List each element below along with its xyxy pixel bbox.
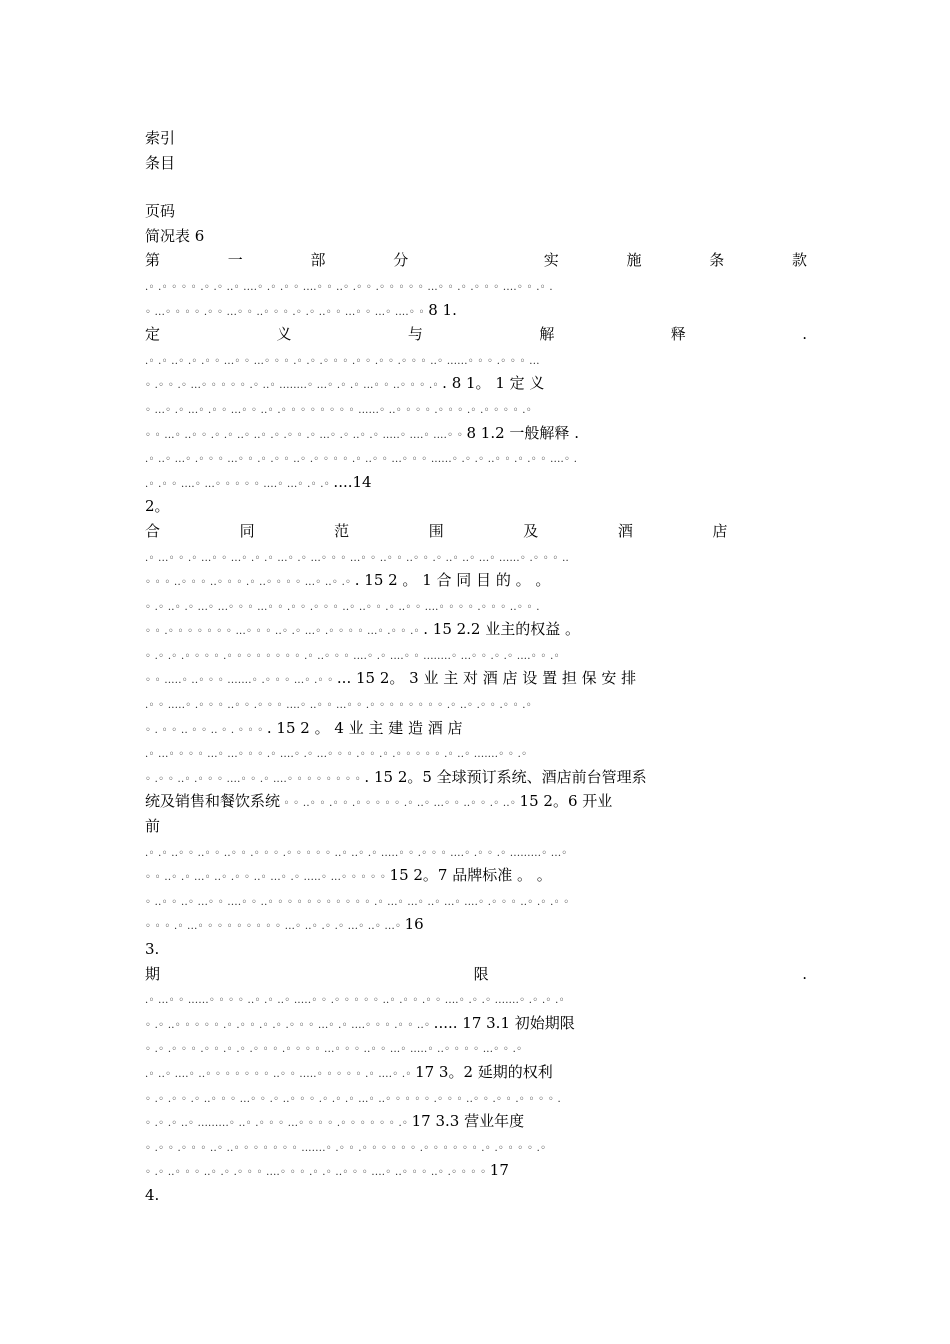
entry-label: 17 (489, 1161, 509, 1180)
entry-label: 8 1.2 一般解释 . (466, 423, 579, 442)
section-number: 4. (145, 1185, 160, 1204)
toc-entry-line (145, 642, 807, 667)
section-title-char: 释 (670, 325, 686, 344)
part-one-char: 第 (145, 251, 161, 270)
dot-leader: ◦ . ◦ ◦ .. ◦ ◦ .. ◦ . ◦ ◦ ◦ (145, 724, 267, 736)
part-one-char: 一 (227, 251, 243, 270)
index-page (145, 126, 807, 1208)
page-number-heading: 页码 (145, 202, 176, 221)
entry-heading: 条目 (145, 153, 176, 172)
toc-entry-line (145, 986, 807, 1011)
part-one-char: 分 (393, 251, 409, 270)
section-title (145, 519, 807, 544)
entry-label: . 15 2 。 4 业 主 建 造 酒 店 (266, 718, 463, 737)
entry-label: ... 15 2。 3 业 主 对 酒 店 设 置 担 保 安 排 (336, 669, 637, 688)
dot-leader: ◦ ...◦ ◦ ◦ ◦ .◦ ◦ ...◦ ◦ ..◦ ◦ ◦ .◦ .◦ ..◦ ◦ ...◦ ◦ ...◦ ....◦ ◦ (145, 306, 429, 318)
section-number: 2。 (145, 497, 170, 516)
toc-entry-line (145, 347, 807, 372)
toc-entry-line (145, 470, 807, 495)
dot-leader: ◦ .◦ ..◦ .◦ ...◦ ...◦ ◦ ◦ ...◦ ◦ .◦ ◦ .◦ ◦ ◦ ..◦ ..◦ ◦ .◦ ..◦ ◦ ....◦ ◦ ◦ ◦ .◦ ◦ ◦ ..◦ ◦ . (145, 601, 540, 613)
toc-entry-line (145, 568, 807, 593)
section-title-char: 限 (473, 964, 489, 983)
entry-label: ..... 17 3.1 初始期限 (433, 1013, 575, 1032)
entry-label: 15 2。7 品牌标准 。 。 (389, 866, 552, 885)
overview-entry: 简况表 6 (145, 226, 205, 245)
section-title-char: 店 (712, 521, 728, 540)
blank-line (145, 175, 807, 199)
entry-label: . 8 1。 1 定 义 (442, 374, 545, 393)
toc-entry-line (145, 863, 807, 888)
dot-leader: ◦ ◦ ◦ ..◦ ◦ ◦ ..◦ ◦ ◦ .◦ ..◦ ◦ ◦ ◦ ...◦ ..◦ .◦ (145, 577, 355, 589)
dot-leader: ◦ .◦ .◦ ◦ .◦ ..◦ ◦ ◦ ...◦ ◦ .◦ ..◦ ◦ ◦ .◦ .◦ .◦ ...◦ ..◦ ◦ ◦ ◦ ◦ .◦ ◦ ◦ ..◦ ◦ .◦ ◦ .◦ ◦ ◦ ◦ . (145, 1093, 561, 1105)
dot-leader: ◦ ◦ ..◦ ◦ .◦ ◦ .◦ ◦ ◦ ◦ ◦ .◦ ..◦ ...◦ ◦ ..◦ ◦ .◦ ..◦ (280, 798, 520, 810)
dot-leader: .◦ ..◦ ...◦ .◦ ◦ ◦ ...◦ ◦ .◦ .◦ ◦ ..◦ .◦ ◦ ◦ ◦ .◦ ..◦ ◦ ...◦ ◦ ◦ ......◦ .◦ .◦ ..◦ ◦ .◦ .◦ ◦ ....◦ . (145, 454, 578, 466)
section-title-char: 定 (145, 325, 161, 344)
section-title-char: 范 (334, 521, 350, 540)
entry-label: ....14 (333, 472, 372, 491)
entry-label: 15 2。6 开业 (519, 792, 613, 811)
dot-leader: .◦ ..◦ ....◦ ..◦ ◦ ◦ ◦ ◦ ◦ ◦ ..◦ ◦ .....◦ ◦ ◦ ◦ ◦ .◦ ....◦ .◦ (145, 1068, 416, 1080)
toc-entry-line (145, 1035, 807, 1060)
part-one-char: 条 (709, 251, 725, 270)
section-number: 前 (145, 817, 161, 836)
toc-entry-line (145, 716, 807, 741)
dot-leader: ◦ ◦ .◦ ◦ ◦ ◦ ◦ ◦ ◦ ...◦ ◦ ◦ ..◦ .◦ ...◦ .◦ ◦ ◦ ◦ ...◦ .◦ ◦ .◦ (145, 626, 424, 638)
section-title (145, 962, 807, 987)
section-title-char: 及 (523, 521, 539, 540)
section-title-char: 解 (539, 325, 555, 344)
section-title-char: 期 (145, 964, 161, 983)
dot-leader: ◦ .◦ .◦ ◦ ◦ .◦ ◦ .◦ .◦ .◦ ◦ ◦ .◦ ◦ ◦ ◦ ...◦ ◦ ◦ ..◦ ◦ ...◦ .....◦ ..◦ ◦ ◦ ◦ ...◦ ◦ .◦ (145, 1044, 523, 1056)
part-one-char: 实 (543, 251, 559, 270)
dot-leader: ◦ .◦ ◦ .◦ ...◦ ◦ ◦ ◦ ◦ .◦ ..◦ ........◦ ...◦ .◦ .◦ ...◦ ◦ ..◦ ◦ ◦ .◦ (145, 380, 443, 392)
toc-entry-line (145, 691, 807, 716)
dot-leader: ◦ .◦ ◦ .◦ ◦ ◦ ..◦ ..◦ ◦ ◦ ◦ ◦ ◦ ◦ .......◦ .◦ ◦ .◦ ◦ ◦ ◦ ◦ ◦ .◦ ◦ ◦ ◦ ◦ ◦ .◦ .◦ ◦ ◦ ◦ .◦ (145, 1142, 547, 1154)
toc-entry-line (145, 544, 807, 569)
dot-leader: .◦ .◦ ..◦ .◦ .◦ ◦ ...◦ ◦ ...◦ ◦ ◦ .◦ .◦ .◦ ◦ ◦ .◦ ◦ .◦ ◦ .◦ ◦ ◦ ..◦ ......◦ ◦ ◦ .◦ ◦ ◦ ... (145, 355, 540, 367)
dot-leader: ◦ ◦ ...◦ ..◦ ◦ .◦ .◦ ..◦ ..◦ .◦ .◦ ◦ .◦ ...◦ .◦ ..◦ .◦ .....◦ ....◦ ....◦ ◦ (145, 429, 467, 441)
toc-entry-line (145, 839, 807, 864)
toc-lines (145, 273, 807, 1208)
entry-label: 17 3.3 营业年度 (411, 1112, 525, 1131)
dot-leader: .◦ ...◦ ◦ ◦ ◦ ...◦ ...◦ ◦ ◦ .◦ ....◦ .◦ ...◦ ◦ ◦ .◦ ◦ .◦ .◦ ◦ ◦ ◦ ◦ .◦ ..◦ .......◦ ◦ .◦ (145, 749, 528, 761)
dot-leader: .◦ ...◦ ◦ .◦ ...◦ ◦ ...◦ .◦ .◦ ...◦ .◦ ...◦ ◦ ◦ ...◦ ◦ ..◦ ◦ ..◦ ◦ .◦ ..◦ ..◦ ...◦ ......◦ .◦ ◦ ◦ .. (145, 552, 570, 564)
toc-entry-line (145, 1134, 807, 1159)
dot-leader: .◦ .◦ ◦ ◦ ◦ .◦ .◦ ..◦ ....◦ .◦ .◦ ◦ ....◦ ◦ ..◦ .◦ ◦ .◦ ◦ ◦ ◦ ◦ ...◦ ◦ .◦ .◦ ◦ ◦ ....◦ ◦ .◦ . (145, 281, 553, 293)
toc-entry-line (145, 396, 807, 421)
toc-entry-line (145, 617, 807, 642)
part-one-char: 施 (626, 251, 642, 270)
toc-entry-line (145, 740, 807, 765)
toc-entry-line (145, 1158, 807, 1183)
dot-leader: ◦ ..◦ ◦ ..◦ ...◦ ◦ ....◦ ◦ ..◦ ◦ ◦ ◦ ◦ ◦ ◦ ◦ ◦ ◦ ◦ .◦ ...◦ ...◦ ..◦ ...◦ ....◦ .◦ ◦ ◦ ..◦ .◦ .◦ ◦ (145, 896, 570, 908)
part-one-char: 款 (791, 251, 807, 270)
dot-leader: ◦ .◦ ..◦ ◦ ◦ ..◦ .◦ .◦ ◦ ◦ ....◦ ◦ ◦ .◦ .◦ ..◦ ◦ ◦ ....◦ ..◦ ◦ ◦ ..◦ .◦ ◦ ◦ ◦ (145, 1167, 490, 1179)
index-heading: 索引 (145, 129, 176, 147)
toc-entry-line (145, 765, 807, 790)
section-title-char: 同 (239, 521, 255, 540)
entry-label: . 15 2 。 1 合 同 目 的 。 。 (354, 571, 551, 590)
section-title-char: 合 (145, 521, 161, 540)
toc-entry-line (145, 1011, 807, 1036)
toc-entry-line (145, 912, 807, 937)
section-number: 3. (145, 940, 160, 958)
entry-label: . 15 2。5 全球预订系统、酒店前台管理系 (364, 767, 647, 786)
toc-entry-line (145, 1060, 807, 1085)
entry-label: 17 3。2 延期的权利 (415, 1062, 553, 1081)
toc-entry-line (145, 421, 807, 446)
section-title-char: 围 (428, 521, 444, 540)
dot-leader: ◦ ...◦ .◦ ...◦ .◦ ◦ ...◦ ◦ ..◦ .◦ ◦ ◦ ◦ ◦ ◦ ◦ ◦ ......◦ ..◦ ◦ ◦ ◦ .◦ ◦ ◦ .◦ .◦ ◦ ◦ ◦ .◦ (145, 404, 532, 416)
section-title-char: . (802, 964, 807, 983)
toc-entry-line (145, 666, 807, 691)
section-title-char: 酒 (617, 521, 633, 540)
entry-label: . 15 2.2 业主的权益 。 (423, 620, 581, 639)
dot-leader: ◦ ◦ ◦ .◦ ...◦ ◦ ◦ ◦ ◦ ◦ ◦ ◦ ◦ ...◦ ..◦ .◦ .◦ ...◦ ..◦ ...◦ (145, 921, 405, 933)
part-one-title (145, 248, 807, 273)
entry-label: 8 1. (428, 300, 457, 319)
part-one-char: 部 (310, 251, 326, 270)
toc-entry-line (145, 888, 807, 913)
dot-leader: ◦ .◦ ◦ ..◦ .◦ ◦ ◦ ....◦ ◦ .◦ ....◦ ◦ ◦ ◦ ◦ ◦ ◦ ◦ (145, 773, 365, 785)
dot-leader: ◦ .◦ .◦ .◦ ◦ ◦ ◦ .◦ ◦ ◦ ◦ ◦ ◦ ◦ ◦ .◦ ..◦ ◦ ◦ ....◦ .◦ ....◦ ◦ ........◦ ...◦ ◦ .◦ .◦ ....◦ ◦ .◦ (145, 650, 560, 662)
entry-label: 16 (404, 915, 424, 934)
dot-leader: .◦ .◦ ◦ ....◦ ...◦ ◦ ◦ ◦ ◦ ....◦ ...◦ .◦ .◦ (145, 478, 334, 490)
dot-leader: .◦ ...◦ ◦ ......◦ ◦ ◦ ◦ ..◦ .◦ ..◦ .....◦ ◦ .◦ ◦ ◦ ◦ ◦ ..◦ .◦ ◦ .◦ ◦ ....◦ .◦ .◦ .......◦ .◦ .◦ .◦ (145, 995, 565, 1007)
toc-entry-line (145, 445, 807, 470)
entry-text: 统及销售和餐饮系统 (145, 792, 281, 811)
toc-entry-line (145, 1109, 807, 1134)
toc-entry-line (145, 593, 807, 618)
section-title-char: 与 (407, 325, 423, 344)
dot-leader: ◦ ◦ ..◦ .◦ ...◦ ..◦ .◦ ◦ ..◦ ...◦ .◦ .....◦ ...◦ ◦ ◦ ◦ ◦ (145, 872, 390, 884)
toc-entry-line (145, 1085, 807, 1110)
toc-entry-line (145, 371, 807, 396)
dot-leader: .◦ .◦ ..◦ ◦ ..◦ ◦ ..◦ ◦ .◦ ◦ ◦ .◦ ◦ ◦ ◦ ◦ ..◦ ..◦ .◦ .....◦ ◦ .◦ ◦ ◦ ....◦ .◦ ◦ .◦ .........◦ ...◦ (145, 847, 568, 859)
dot-leader: ◦ .◦ ..◦ ◦ ◦ ◦ ◦ .◦ .◦ ◦ .◦ .◦ .◦ ◦ ◦ ...◦ .◦ ....◦ ◦ ◦ .◦ ◦ ..◦ (145, 1019, 434, 1031)
section-title-char: 义 (276, 325, 292, 344)
section-title-char: . (802, 325, 807, 344)
section-title (145, 322, 807, 347)
toc-entry-line (145, 273, 807, 298)
dot-leader: .◦ ◦ .....◦ .◦ ◦ ◦ ..◦ ◦ .◦ ◦ ◦ ....◦ ..◦ ◦ ...◦ ◦ .◦ ◦ ◦ ◦ ◦ ◦ ◦ ◦ .◦ ..◦ .◦ ◦ .◦ ◦ .◦ (145, 700, 532, 712)
dot-leader: ◦ ◦ .....◦ ..◦ ◦ ◦ .......◦ .◦ ◦ ◦ ...◦ .◦ ◦ (145, 675, 337, 687)
toc-entry-line (145, 789, 807, 814)
dot-leader: ◦ .◦ .◦ ..◦ .........◦ ..◦ .◦ ◦ ◦ ...◦ ◦ ◦ ◦ .◦ ◦ ◦ ◦ ◦ ◦ .◦ (145, 1118, 412, 1130)
toc-entry-line (145, 298, 807, 323)
